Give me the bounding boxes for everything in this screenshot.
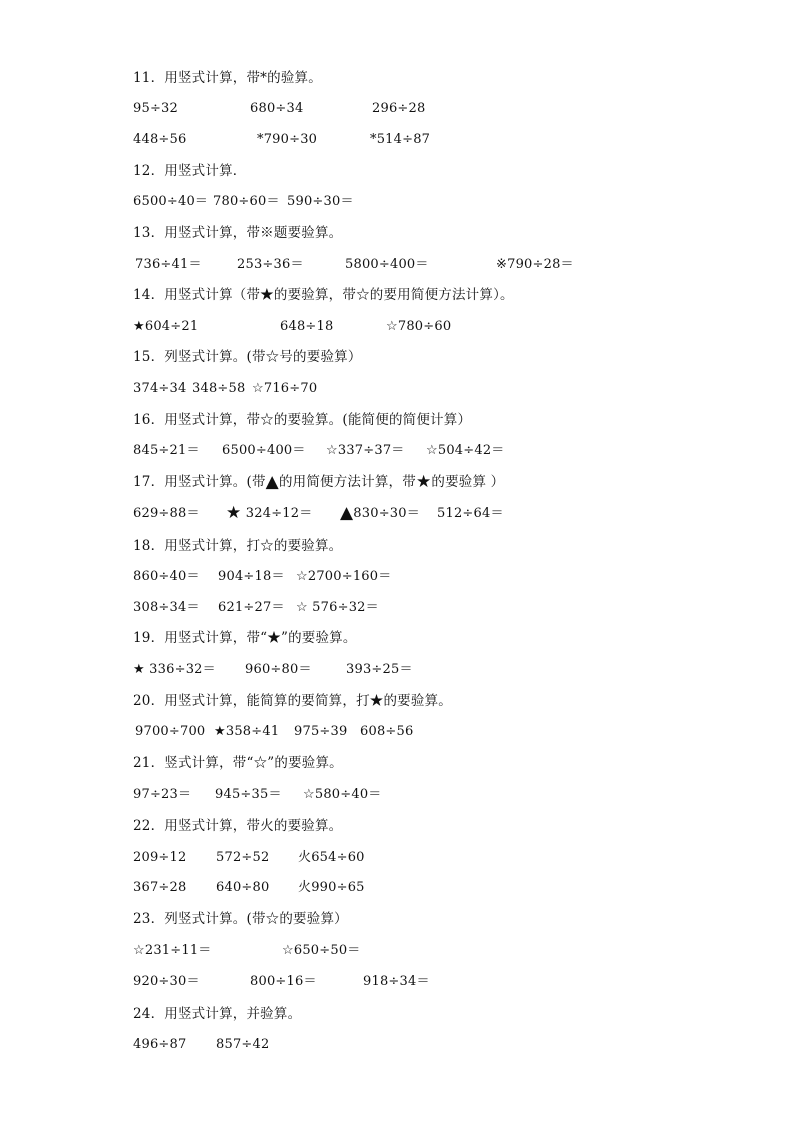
question-22-heading bbox=[0, 815, 794, 837]
problem: 496÷87 bbox=[133, 1037, 187, 1052]
problem: 209÷12 bbox=[133, 850, 187, 865]
triangle-icon: ▲ bbox=[265, 472, 279, 492]
question-24-row-1 bbox=[0, 1034, 794, 1056]
problem: *790÷30 bbox=[257, 132, 318, 147]
problem: 95÷32 bbox=[133, 101, 178, 116]
problem: 9700÷700 bbox=[135, 724, 206, 739]
question-20-row-1 bbox=[0, 721, 794, 743]
problem: 975÷39 bbox=[294, 724, 348, 739]
problem: 253÷36＝ bbox=[237, 257, 304, 272]
question-17-title: 17．用竖式计算。(带▲的用简便方法计算，带★的要验算 ） bbox=[133, 472, 505, 492]
problem: 6500÷400＝ bbox=[222, 443, 306, 458]
question-14-row-1 bbox=[0, 316, 794, 338]
question-23-title: 23．列竖式计算。(带☆的要验算） bbox=[133, 911, 348, 927]
question-15-title: 15．列竖式计算。(带☆号的要验算） bbox=[133, 349, 362, 365]
problem: ☆2700÷160＝ bbox=[296, 569, 392, 584]
problem: 860÷40＝ bbox=[133, 569, 200, 584]
question-22-row-1 bbox=[0, 847, 794, 869]
star-icon: ★ bbox=[415, 472, 432, 492]
question-18-row-1 bbox=[0, 566, 794, 588]
problem: ☆231÷11＝ bbox=[133, 943, 212, 958]
problem-with-triangle: ▲830÷30＝ bbox=[340, 503, 420, 523]
question-13-title: 13．用竖式计算，带※题要验算。 bbox=[133, 225, 343, 241]
question-16-row-1 bbox=[0, 440, 794, 462]
question-12-row-1 bbox=[0, 191, 794, 213]
question-14-title: 14．用竖式计算（带★的要验算，带☆的要用简便方法计算）。 bbox=[133, 287, 514, 303]
question-11-heading bbox=[0, 67, 794, 89]
problem: ☆ 576÷32＝ bbox=[296, 600, 379, 615]
problem: 918÷34＝ bbox=[363, 974, 430, 989]
question-19-heading bbox=[0, 627, 794, 649]
question-22-row-2 bbox=[0, 877, 794, 899]
question-23-row-2 bbox=[0, 971, 794, 993]
problem: *514÷87 bbox=[370, 132, 431, 147]
problem: 857÷42 bbox=[216, 1037, 270, 1052]
question-18-heading bbox=[0, 535, 794, 557]
problem: 736÷41＝ bbox=[135, 257, 202, 272]
problem: 448÷56 bbox=[133, 132, 187, 147]
problem: 97÷23＝ bbox=[133, 787, 192, 802]
question-14-heading bbox=[0, 284, 794, 306]
question-16-heading bbox=[0, 409, 794, 431]
problem: 火990÷65 bbox=[298, 880, 365, 895]
question-12-title: 12．用竖式计算． bbox=[133, 163, 247, 179]
question-21-heading bbox=[0, 752, 794, 774]
problem: 296÷28 bbox=[372, 101, 426, 116]
question-17-heading bbox=[0, 471, 794, 493]
problem: 572÷52 bbox=[216, 850, 270, 865]
question-21-title: 21．竖式计算，带“☆”的要验算。 bbox=[133, 755, 343, 771]
problem: ☆780÷60 bbox=[386, 319, 452, 334]
problem: 960÷80＝ bbox=[245, 662, 312, 677]
problem: ★604÷21 bbox=[133, 319, 199, 334]
problem: 621÷27＝ bbox=[218, 600, 285, 615]
problem: ☆716÷70 bbox=[252, 381, 318, 396]
star-icon: ★ bbox=[226, 503, 242, 523]
question-11-row-2 bbox=[0, 129, 794, 151]
question-19-row-1 bbox=[0, 659, 794, 681]
question-23-row-1 bbox=[0, 940, 794, 962]
problem: 火654÷60 bbox=[298, 850, 365, 865]
question-21-row-1 bbox=[0, 784, 794, 806]
problem: 308÷34＝ bbox=[133, 600, 200, 615]
problem: 393÷25＝ bbox=[346, 662, 413, 677]
question-20-title: 20．用竖式计算，能简算的要简算，打★的要验算。 bbox=[133, 693, 452, 709]
problem: 945÷35＝ bbox=[215, 787, 282, 802]
problem: 780÷60＝ bbox=[213, 194, 280, 209]
problem: 800÷16＝ bbox=[250, 974, 317, 989]
question-13-row-1 bbox=[0, 254, 794, 276]
question-19-title: 19．用竖式计算，带“★”的要验算。 bbox=[133, 630, 357, 646]
problem: 904÷18＝ bbox=[218, 569, 285, 584]
problem: 512÷64＝ bbox=[437, 506, 504, 521]
question-16-title: 16．用竖式计算，带☆的要验算。(能简便的简便计算） bbox=[133, 412, 472, 428]
problem: 640÷80 bbox=[216, 880, 270, 895]
problem: ※790÷28＝ bbox=[496, 257, 574, 272]
question-15-heading bbox=[0, 346, 794, 368]
problem: ★358÷41 bbox=[214, 724, 280, 739]
problem: ★ 336÷32＝ bbox=[133, 662, 216, 677]
question-24-title: 24．用竖式计算，并验算。 bbox=[133, 1006, 302, 1022]
question-20-heading bbox=[0, 690, 794, 712]
problem-with-star: ★ 324÷12＝ bbox=[226, 503, 313, 523]
problem: 648÷18 bbox=[280, 319, 334, 334]
problem: 348÷58 bbox=[192, 381, 246, 396]
problem: ☆337÷37＝ bbox=[326, 443, 405, 458]
problem: 374÷34 bbox=[133, 381, 187, 396]
problem: ☆650÷50＝ bbox=[282, 943, 361, 958]
problem: 920÷30＝ bbox=[133, 974, 200, 989]
problem: 845÷21＝ bbox=[133, 443, 200, 458]
problem: 6500÷40＝ bbox=[133, 194, 209, 209]
question-13-heading bbox=[0, 222, 794, 244]
problem: 590÷30＝ bbox=[287, 194, 354, 209]
problem: 367÷28 bbox=[133, 880, 187, 895]
problem: 5800÷400＝ bbox=[345, 257, 429, 272]
question-22-title: 22．用竖式计算，带火的要验算。 bbox=[133, 818, 343, 834]
question-18-row-2 bbox=[0, 597, 794, 619]
question-17-row-1 bbox=[0, 503, 794, 525]
question-15-row-1 bbox=[0, 378, 794, 400]
problem: ☆580÷40＝ bbox=[303, 787, 382, 802]
question-11-row-1 bbox=[0, 98, 794, 120]
problem: 680÷34 bbox=[250, 101, 304, 116]
question-11-title: 11．用竖式计算，带*的验算。 bbox=[133, 70, 322, 86]
question-24-heading bbox=[0, 1003, 794, 1025]
question-18-title: 18．用竖式计算，打☆的要验算。 bbox=[133, 538, 343, 554]
question-23-heading bbox=[0, 908, 794, 930]
problem: 608÷56 bbox=[360, 724, 414, 739]
problem: ☆504÷42＝ bbox=[426, 443, 505, 458]
problem: 629÷88＝ bbox=[133, 506, 200, 521]
triangle-icon: ▲ bbox=[340, 503, 354, 523]
question-12-heading bbox=[0, 160, 794, 182]
